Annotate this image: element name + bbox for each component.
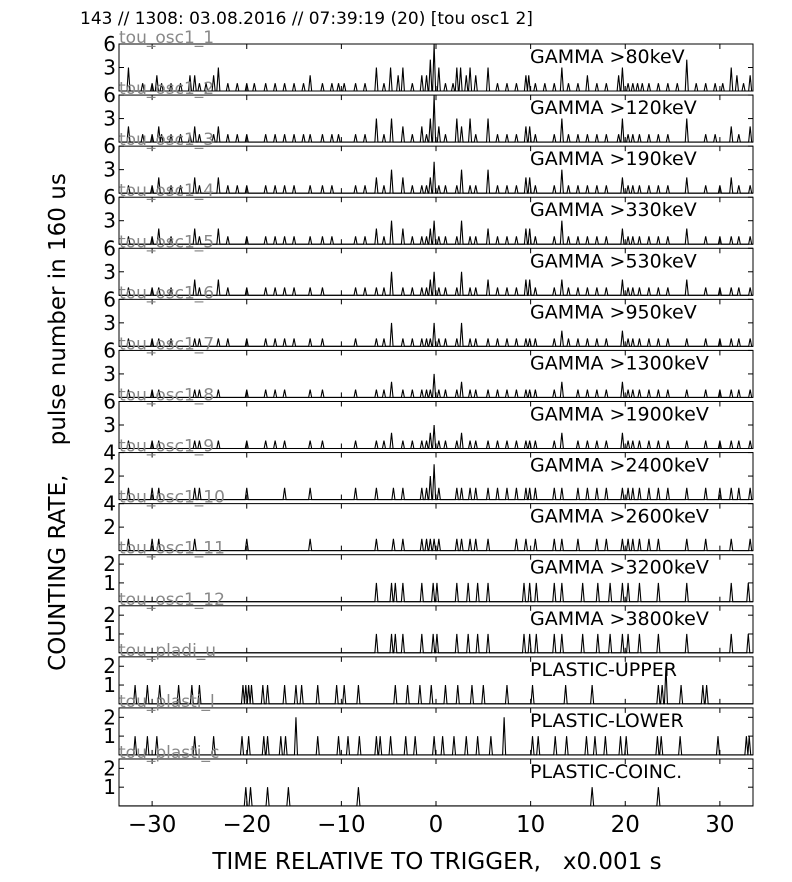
y-tick-label: 3 bbox=[103, 361, 116, 386]
panel-name-label: tou_plasti_c bbox=[119, 742, 220, 763]
x-tick-label: −30 bbox=[127, 811, 177, 838]
y-tick-label: 2 bbox=[103, 464, 116, 489]
y-tick-label: 2 bbox=[103, 515, 116, 540]
panel-name-label: tou_osc1_7 bbox=[119, 334, 215, 355]
y-tick-label: 4 bbox=[103, 440, 116, 465]
y-tick-label: 2 bbox=[103, 705, 116, 730]
y-tick-label: 3 bbox=[103, 208, 116, 233]
y-tick-label: 1 bbox=[103, 673, 116, 698]
panel-name-label: tou_osc1_8 bbox=[119, 385, 215, 406]
x-axis-label: TIME RELATIVE TO TRIGGER, x0.001 s bbox=[212, 849, 662, 875]
panel-name-label: tou_osc1_1 bbox=[119, 28, 215, 48]
y-tick-label: 6 bbox=[103, 287, 116, 312]
x-tick-label: 30 bbox=[705, 811, 735, 838]
y-tick-label: 6 bbox=[103, 236, 116, 261]
panel-title: GAMMA >80keV bbox=[530, 46, 685, 68]
y-tick-label: 2 bbox=[103, 654, 116, 679]
y-tick-label: 6 bbox=[103, 185, 116, 210]
panel-name-label: tou_osc1_3 bbox=[119, 130, 215, 151]
y-tick-label: 6 bbox=[103, 134, 116, 159]
x-tick-label: 10 bbox=[515, 811, 546, 838]
panel-title: GAMMA >950keV bbox=[530, 301, 697, 324]
y-tick-label: 2 bbox=[103, 552, 116, 577]
y-axis-label: COUNTING RATE, pulse number in 160 us bbox=[45, 173, 71, 671]
y-tick-label: 3 bbox=[103, 412, 116, 437]
panel-name-label: tou_osc1_5 bbox=[119, 232, 215, 253]
panel-title: GAMMA >2600keV bbox=[530, 505, 709, 528]
y-tick-label: 3 bbox=[103, 55, 116, 80]
panel-title: GAMMA >2400keV bbox=[530, 454, 709, 477]
panel-name-label: tou_pladi_u bbox=[119, 640, 217, 661]
chart-header: 143 // 1308: 03.08.2016 // 07:39:19 (20) [tou osc1 2] bbox=[80, 9, 533, 29]
panel-name-label: tou_osc1_12 bbox=[119, 589, 225, 610]
panel-name-label: tou_osc1_9 bbox=[119, 436, 215, 457]
panel-title: GAMMA >3200keV bbox=[530, 556, 709, 579]
y-tick-label: 3 bbox=[103, 157, 116, 182]
panel-title: GAMMA >1300keV bbox=[530, 352, 709, 375]
panel-name-label: tou_osc1_2 bbox=[119, 79, 215, 100]
y-tick-label: 6 bbox=[103, 389, 116, 414]
y-tick-label: 1 bbox=[103, 775, 116, 800]
panel-name-label: tou_osc1_6 bbox=[119, 283, 215, 304]
panel-title: PLASTIC-LOWER bbox=[530, 709, 684, 732]
panel-name-label: tou_osc1_11 bbox=[119, 538, 225, 559]
x-tick-label: −10 bbox=[317, 811, 366, 838]
x-tick-label: −20 bbox=[222, 811, 272, 838]
panel-name-label: tou_osc1_10 bbox=[119, 487, 225, 508]
panel-title: GAMMA >190keV bbox=[530, 148, 697, 171]
y-tick-label: 2 bbox=[103, 756, 116, 781]
y-tick-label: 6 bbox=[103, 83, 116, 108]
x-tick-label: 0 bbox=[428, 811, 444, 838]
panel-name-label: tou_plasti_l bbox=[119, 691, 215, 712]
panel-title: GAMMA >3800keV bbox=[530, 607, 709, 630]
y-tick-label: 6 bbox=[103, 338, 116, 363]
panel-title: GAMMA >330keV bbox=[530, 199, 697, 222]
panel-title: GAMMA >120keV bbox=[530, 97, 697, 120]
y-tick-label: 4 bbox=[103, 491, 116, 516]
y-tick-label: 1 bbox=[103, 570, 116, 595]
panel-title: PLASTIC-COINC. bbox=[530, 760, 683, 783]
y-tick-label: 1 bbox=[103, 724, 116, 749]
y-tick-label: 1 bbox=[103, 621, 116, 646]
panel-title: GAMMA >1900keV bbox=[530, 403, 709, 426]
panel-title: PLASTIC-UPPER bbox=[530, 658, 677, 681]
panel-title: GAMMA >530keV bbox=[530, 250, 697, 273]
x-tick-label: 20 bbox=[610, 811, 640, 838]
panel-name-label: tou_osc1_4 bbox=[119, 181, 215, 202]
y-tick-label: 6 bbox=[103, 32, 116, 56]
y-tick-label: 2 bbox=[103, 603, 116, 628]
y-tick-label: 3 bbox=[103, 310, 116, 335]
y-tick-label: 3 bbox=[103, 106, 116, 131]
y-tick-label: 3 bbox=[103, 259, 116, 284]
